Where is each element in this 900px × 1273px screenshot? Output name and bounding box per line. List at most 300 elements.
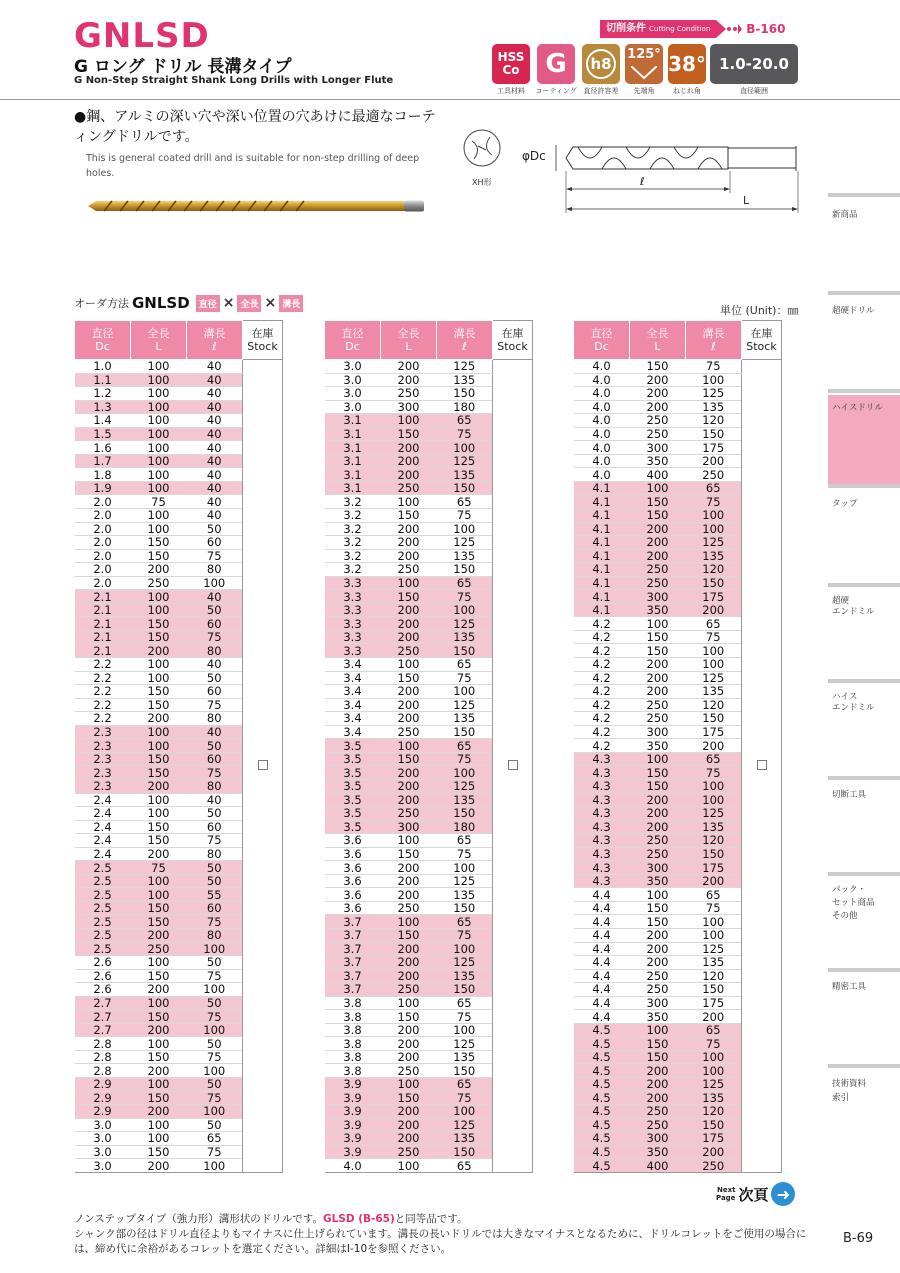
cell-total-length: 150	[131, 536, 187, 550]
cell-diameter: 4.4	[574, 942, 630, 956]
cell-flute-length: 125	[686, 1077, 742, 1091]
cell-diameter: 4.5	[574, 1132, 630, 1146]
cell-flute-length: 120	[686, 698, 742, 712]
cell-total-length: 150	[131, 1050, 187, 1064]
cell-diameter: 2.5	[75, 901, 131, 915]
stock-checkbox[interactable]	[258, 760, 268, 770]
cell-diameter: 3.5	[325, 739, 381, 753]
cell-total-length: 200	[131, 779, 187, 793]
cell-flute-length: 125	[437, 1037, 493, 1051]
header-total-length: 全長 L	[630, 321, 686, 360]
cell-flute-length: 100	[437, 861, 493, 875]
cell-total-length: 250	[630, 712, 686, 726]
cell-total-length: 100	[131, 590, 187, 604]
cell-total-length: 250	[630, 969, 686, 983]
cutting-condition-page[interactable]: B-160	[746, 22, 786, 36]
cell-total-length: 250	[381, 1145, 437, 1159]
cell-total-length: 100	[630, 752, 686, 766]
cell-diameter: 3.7	[325, 956, 381, 970]
cell-flute-length: 100	[437, 441, 493, 455]
cell-diameter: 2.2	[75, 685, 131, 699]
cell-flute-length: 75	[187, 1091, 243, 1105]
cell-total-length: 100	[131, 373, 187, 387]
cell-flute-length: 40	[187, 414, 243, 428]
page-number: B-69	[843, 1231, 874, 1246]
cell-total-length: 150	[131, 901, 187, 915]
cell-flute-length: 100	[437, 603, 493, 617]
cell-total-length: 200	[381, 685, 437, 699]
cell-flute-length: 135	[437, 373, 493, 387]
cell-total-length: 150	[630, 901, 686, 915]
cell-flute-length: 75	[686, 1037, 742, 1051]
cell-flute-length: 40	[187, 495, 243, 509]
sidebar-item-precision-tools[interactable]: 精密工具	[832, 982, 867, 992]
cell-flute-length: 100	[187, 983, 243, 997]
cell-diameter: 4.4	[574, 888, 630, 902]
cell-total-length: 100	[381, 1077, 437, 1091]
sidebar-divider	[828, 679, 900, 683]
intro-description-jp: ●鋼、アルミの深い穴や深い位置の穴あけに最適なコーティングドリルです。	[74, 109, 436, 145]
cell-total-length: 250	[630, 427, 686, 441]
cell-flute-length: 125	[686, 387, 742, 401]
cell-flute-length: 175	[686, 996, 742, 1010]
cell-diameter: 4.4	[574, 996, 630, 1010]
cell-flute-length: 65	[686, 1023, 742, 1037]
sidebar-item-carbide-endmill[interactable]: 超硬 エンドミル	[832, 596, 875, 617]
cell-flute-length: 60	[187, 617, 243, 631]
product-code-title: GNLSD	[74, 16, 210, 56]
cell-flute-length: 175	[686, 1132, 742, 1146]
cell-total-length: 150	[131, 630, 187, 644]
sidebar-item-carbide-drill[interactable]: 超硬ドリル	[832, 306, 875, 316]
cell-flute-length: 40	[187, 725, 243, 739]
cell-flute-length: 80	[187, 928, 243, 942]
cell-total-length: 100	[131, 996, 187, 1010]
cell-diameter: 2.5	[75, 861, 131, 875]
cell-total-length: 300	[381, 400, 437, 414]
cell-total-length: 100	[381, 834, 437, 848]
cell-flute-length: 50	[187, 739, 243, 753]
cell-diameter: 3.8	[325, 1050, 381, 1064]
cell-diameter: 2.4	[75, 820, 131, 834]
cell-diameter: 4.5	[574, 1118, 630, 1132]
cell-diameter: 3.1	[325, 414, 381, 428]
cell-flute-length: 75	[187, 549, 243, 563]
cell-diameter: 3.6	[325, 861, 381, 875]
header-stock: 在庫 Stock	[742, 321, 782, 360]
cell-flute-length: 100	[686, 1050, 742, 1064]
cell-total-length: 200	[381, 1105, 437, 1119]
cell-total-length: 250	[630, 414, 686, 428]
cell-diameter: 2.4	[75, 834, 131, 848]
cell-total-length: 150	[131, 1145, 187, 1159]
header-stock: 在庫 Stock	[243, 321, 283, 360]
cell-flute-length: 150	[686, 847, 742, 861]
cell-total-length: 100	[381, 576, 437, 590]
glsd-reference-link[interactable]: GLSD (B-65)	[322, 1213, 395, 1225]
header-total-length: 全長 L	[381, 321, 437, 360]
cell-diameter: 2.3	[75, 779, 131, 793]
cell-diameter: 3.5	[325, 766, 381, 780]
cell-total-length: 100	[131, 360, 187, 374]
cell-diameter: 3.4	[325, 698, 381, 712]
header-total-length: 全長 L	[131, 321, 187, 360]
cell-flute-length: 135	[437, 969, 493, 983]
cell-flute-length: 100	[686, 658, 742, 672]
cell-total-length: 200	[381, 956, 437, 970]
cell-diameter: 1.8	[75, 468, 131, 482]
cell-total-length: 100	[131, 454, 187, 468]
cell-flute-length: 40	[187, 373, 243, 387]
cell-total-length: 200	[630, 928, 686, 942]
cell-total-length: 100	[131, 387, 187, 401]
cell-diameter: 3.7	[325, 969, 381, 983]
cell-diameter: 2.0	[75, 576, 131, 590]
cell-diameter: 2.7	[75, 1023, 131, 1037]
cell-total-length: 200	[630, 1091, 686, 1105]
cell-diameter: 1.7	[75, 454, 131, 468]
cell-diameter: 3.6	[325, 888, 381, 902]
cell-diameter: 4.0	[574, 427, 630, 441]
cell-flute-length: 150	[437, 901, 493, 915]
cell-flute-length: 40	[187, 481, 243, 495]
cell-flute-length: 150	[437, 807, 493, 821]
cell-diameter: 4.0	[574, 441, 630, 455]
cell-flute-length: 50	[187, 807, 243, 821]
cell-total-length: 300	[381, 820, 437, 834]
cell-total-length: 150	[381, 1010, 437, 1024]
cell-total-length: 150	[630, 509, 686, 523]
cell-flute-length: 60	[187, 536, 243, 550]
cell-flute-length: 75	[686, 901, 742, 915]
cell-total-length: 100	[131, 956, 187, 970]
cell-diameter: 3.0	[75, 1118, 131, 1132]
cell-diameter: 4.1	[574, 481, 630, 495]
cell-total-length: 300	[630, 725, 686, 739]
cell-diameter: 4.1	[574, 509, 630, 523]
cell-total-length: 200	[381, 441, 437, 455]
cell-diameter: 4.1	[574, 495, 630, 509]
cell-flute-length: 125	[437, 1118, 493, 1132]
cell-total-length: 200	[381, 549, 437, 563]
cell-total-length: 200	[630, 549, 686, 563]
cell-total-length: 150	[381, 671, 437, 685]
cell-flute-length: 65	[686, 617, 742, 631]
cell-total-length: 200	[381, 712, 437, 726]
badge-label: 直径範囲	[740, 87, 768, 95]
spec-table-2	[324, 320, 533, 1173]
cell-diameter: 2.3	[75, 739, 131, 753]
cell-diameter: 3.0	[325, 387, 381, 401]
stock-checkbox[interactable]	[757, 760, 767, 770]
xh-type-label: XH形	[472, 178, 492, 187]
cell-total-length: 100	[131, 1037, 187, 1051]
cell-diameter: 2.3	[75, 766, 131, 780]
cell-total-length: 100	[381, 414, 437, 428]
cell-flute-length: 200	[686, 1010, 742, 1024]
stock-checkbox[interactable]	[508, 760, 518, 770]
cell-total-length: 100	[131, 1077, 187, 1091]
cell-flute-length: 100	[686, 522, 742, 536]
cell-total-length: 250	[381, 983, 437, 997]
cell-flute-length: 100	[437, 522, 493, 536]
header-diameter: 直径 Dc	[574, 321, 630, 360]
cell-total-length: 150	[381, 509, 437, 523]
cell-flute-length: 75	[437, 752, 493, 766]
cell-flute-length: 100	[686, 779, 742, 793]
cell-flute-length: 150	[437, 1145, 493, 1159]
sidebar-divider	[828, 968, 900, 972]
cell-flute-length: 75	[686, 360, 742, 374]
cell-total-length: 200	[630, 956, 686, 970]
cell-diameter: 3.2	[325, 509, 381, 523]
cell-diameter: 4.0	[574, 400, 630, 414]
cell-flute-length: 65	[437, 658, 493, 672]
cell-diameter: 2.6	[75, 983, 131, 997]
cell-diameter: 4.3	[574, 874, 630, 888]
cell-diameter: 4.2	[574, 712, 630, 726]
cell-flute-length: 40	[187, 441, 243, 455]
cell-diameter: 3.7	[325, 928, 381, 942]
cell-flute-length: 75	[437, 1010, 493, 1024]
cell-total-length: 200	[131, 1105, 187, 1119]
cell-flute-length: 125	[437, 698, 493, 712]
sidebar-divider	[828, 583, 900, 587]
cell-flute-length: 200	[686, 739, 742, 753]
cell-total-length: 250	[131, 576, 187, 590]
cell-total-length: 200	[381, 942, 437, 956]
badge-label: 直径許容差	[583, 87, 619, 95]
cell-flute-length: 50	[187, 874, 243, 888]
cell-total-length: 150	[630, 1037, 686, 1051]
cell-total-length: 100	[131, 807, 187, 821]
cell-diameter: 4.0	[574, 468, 630, 482]
cell-total-length: 150	[381, 427, 437, 441]
cell-flute-length: 50	[187, 603, 243, 617]
cell-flute-length: 180	[437, 820, 493, 834]
table-row	[75, 360, 283, 374]
cell-diameter: 4.1	[574, 536, 630, 550]
sidebar-item-new[interactable]: 新商品	[832, 210, 858, 220]
cell-total-length: 250	[630, 576, 686, 590]
cell-flute-length: 75	[187, 969, 243, 983]
sidebar-item-tap[interactable]: タップ	[832, 499, 858, 509]
cell-diameter: 3.1	[325, 468, 381, 482]
cell-total-length: 200	[381, 1050, 437, 1064]
badge-label: 先端角	[633, 87, 655, 95]
cell-diameter: 4.3	[574, 834, 630, 848]
footer-note-1: ノンステップタイプ（強力形）溝形状のドリルです。GLSD (B-65)と同等品です。	[74, 1213, 468, 1225]
cell-diameter: 2.1	[75, 590, 131, 604]
cell-diameter: 2.5	[75, 874, 131, 888]
cell-total-length: 200	[381, 874, 437, 888]
cell-diameter: 3.5	[325, 752, 381, 766]
cell-flute-length: 125	[437, 779, 493, 793]
cell-flute-length: 125	[437, 536, 493, 550]
cell-diameter: 3.2	[325, 495, 381, 509]
cell-total-length: 350	[630, 1145, 686, 1159]
cell-flute-length: 50	[187, 861, 243, 875]
cell-diameter: 3.9	[325, 1077, 381, 1091]
cell-total-length: 350	[630, 603, 686, 617]
cell-flute-length: 200	[686, 874, 742, 888]
cell-flute-length: 100	[187, 1064, 243, 1078]
cell-total-length: 150	[630, 630, 686, 644]
cell-flute-length: 120	[686, 969, 742, 983]
cell-flute-length: 50	[187, 956, 243, 970]
sidebar-item-technical-data[interactable]: 技術資料 索引	[832, 1079, 867, 1103]
cell-diameter: 2.5	[75, 942, 131, 956]
next-page-link[interactable]	[716, 1182, 795, 1206]
sidebar-item-hss-endmill[interactable]: ハイス エンドミル	[832, 692, 875, 713]
cell-total-length: 150	[131, 766, 187, 780]
cell-total-length: 200	[131, 1159, 187, 1173]
cell-diameter: 3.5	[325, 820, 381, 834]
cell-flute-length: 250	[686, 468, 742, 482]
cell-flute-length: 150	[686, 983, 742, 997]
cell-diameter: 3.0	[75, 1159, 131, 1173]
cell-diameter: 3.9	[325, 1145, 381, 1159]
cell-total-length: 250	[630, 563, 686, 577]
cell-total-length: 100	[630, 617, 686, 631]
cell-flute-length: 65	[437, 915, 493, 929]
sidebar-item-pack-set[interactable]: パック・ セット商品 その他	[832, 885, 875, 921]
cell-diameter: 2.5	[75, 888, 131, 902]
cell-diameter: 3.6	[325, 901, 381, 915]
arrow-dots-icon	[716, 20, 742, 38]
cell-total-length: 100	[131, 427, 187, 441]
cell-flute-length: 40	[187, 658, 243, 672]
cell-total-length: 250	[381, 387, 437, 401]
cell-diameter: 4.5	[574, 1091, 630, 1105]
cell-diameter: 2.4	[75, 807, 131, 821]
cell-diameter: 4.1	[574, 590, 630, 604]
cell-flute-length: 135	[437, 1050, 493, 1064]
sidebar-item-hss-drill[interactable]: ハイスドリル	[832, 403, 883, 413]
cell-flute-length: 135	[437, 468, 493, 482]
cell-total-length: 200	[630, 1064, 686, 1078]
cell-flute-length: 80	[187, 779, 243, 793]
cell-total-length: 200	[131, 928, 187, 942]
cell-flute-length: 65	[686, 481, 742, 495]
cell-diameter: 1.3	[75, 400, 131, 414]
cell-total-length: 250	[381, 563, 437, 577]
cell-diameter: 3.4	[325, 671, 381, 685]
cell-diameter: 2.8	[75, 1037, 131, 1051]
cell-diameter: 3.4	[325, 658, 381, 672]
order-tag-length: 全長	[237, 295, 261, 312]
cell-diameter: 4.0	[574, 360, 630, 374]
cell-diameter: 3.9	[325, 1105, 381, 1119]
cell-diameter: 2.4	[75, 847, 131, 861]
cell-total-length: 150	[630, 915, 686, 929]
cell-diameter: 3.5	[325, 779, 381, 793]
cell-flute-length: 65	[437, 996, 493, 1010]
cell-diameter: 3.0	[75, 1132, 131, 1146]
cell-diameter: 3.1	[325, 427, 381, 441]
diameter-symbol: φDc	[522, 149, 546, 163]
cell-diameter: 4.2	[574, 671, 630, 685]
cell-flute-length: 75	[187, 630, 243, 644]
cell-diameter: 4.4	[574, 969, 630, 983]
cell-flute-length: 40	[187, 793, 243, 807]
cell-flute-length: 65	[437, 414, 493, 428]
cell-flute-length: 80	[187, 563, 243, 577]
cell-total-length: 150	[630, 1050, 686, 1064]
cell-diameter: 3.9	[325, 1091, 381, 1105]
table-row	[574, 360, 782, 374]
cell-flute-length: 150	[437, 1064, 493, 1078]
cell-flute-length: 75	[437, 509, 493, 523]
cell-flute-length: 150	[686, 576, 742, 590]
cell-diameter: 2.7	[75, 996, 131, 1010]
cutting-condition-ref[interactable]	[600, 20, 785, 38]
cell-diameter: 2.1	[75, 644, 131, 658]
cell-diameter: 2.1	[75, 603, 131, 617]
cell-diameter: 3.1	[325, 441, 381, 455]
cell-total-length: 100	[381, 739, 437, 753]
cell-diameter: 3.0	[325, 400, 381, 414]
cell-diameter: 2.5	[75, 915, 131, 929]
cell-total-length: 150	[131, 969, 187, 983]
cell-total-length: 200	[131, 1023, 187, 1037]
sidebar-item-cutting-tools[interactable]: 切断工具	[832, 790, 867, 800]
cell-diameter: 2.5	[75, 928, 131, 942]
cell-flute-length: 135	[686, 685, 742, 699]
cell-diameter: 3.3	[325, 630, 381, 644]
cell-diameter: 4.5	[574, 1077, 630, 1091]
cell-flute-length: 50	[187, 522, 243, 536]
flute-length-symbol: ℓ	[640, 175, 645, 188]
cell-total-length: 75	[131, 495, 187, 509]
cell-diameter: 4.4	[574, 915, 630, 929]
cell-flute-length: 100	[187, 942, 243, 956]
cell-diameter: 4.1	[574, 549, 630, 563]
cell-flute-length: 100	[686, 928, 742, 942]
cell-total-length: 200	[381, 793, 437, 807]
cell-total-length: 400	[630, 1159, 686, 1173]
cell-diameter: 4.5	[574, 1159, 630, 1173]
cell-total-length: 100	[131, 658, 187, 672]
cell-flute-length: 65	[686, 888, 742, 902]
cell-total-length: 250	[381, 725, 437, 739]
cell-flute-length: 135	[437, 888, 493, 902]
cell-total-length: 200	[381, 468, 437, 482]
cell-total-length: 250	[381, 901, 437, 915]
cell-flute-length: 75	[187, 834, 243, 848]
times-icon: ×	[222, 295, 235, 311]
cell-total-length: 100	[131, 671, 187, 685]
cell-total-length: 200	[630, 373, 686, 387]
cell-total-length: 200	[630, 820, 686, 834]
tool-material-badge: HSS Co	[492, 44, 530, 84]
cell-diameter: 4.5	[574, 1037, 630, 1051]
cell-total-length: 150	[131, 820, 187, 834]
next-page-small: Next Page	[716, 1186, 736, 1202]
sidebar-divider	[828, 484, 900, 488]
cell-total-length: 75	[131, 861, 187, 875]
cell-diameter: 4.3	[574, 861, 630, 875]
product-subtitle: G ロング ドリル 長溝タイプ	[74, 57, 292, 77]
cell-total-length: 150	[131, 549, 187, 563]
cell-diameter: 3.9	[325, 1132, 381, 1146]
cell-diameter: 3.0	[75, 1145, 131, 1159]
cell-diameter: 1.4	[75, 414, 131, 428]
total-length-symbol: L	[743, 194, 750, 207]
cell-total-length: 100	[131, 725, 187, 739]
cell-flute-length: 60	[187, 752, 243, 766]
cell-diameter: 4.3	[574, 766, 630, 780]
